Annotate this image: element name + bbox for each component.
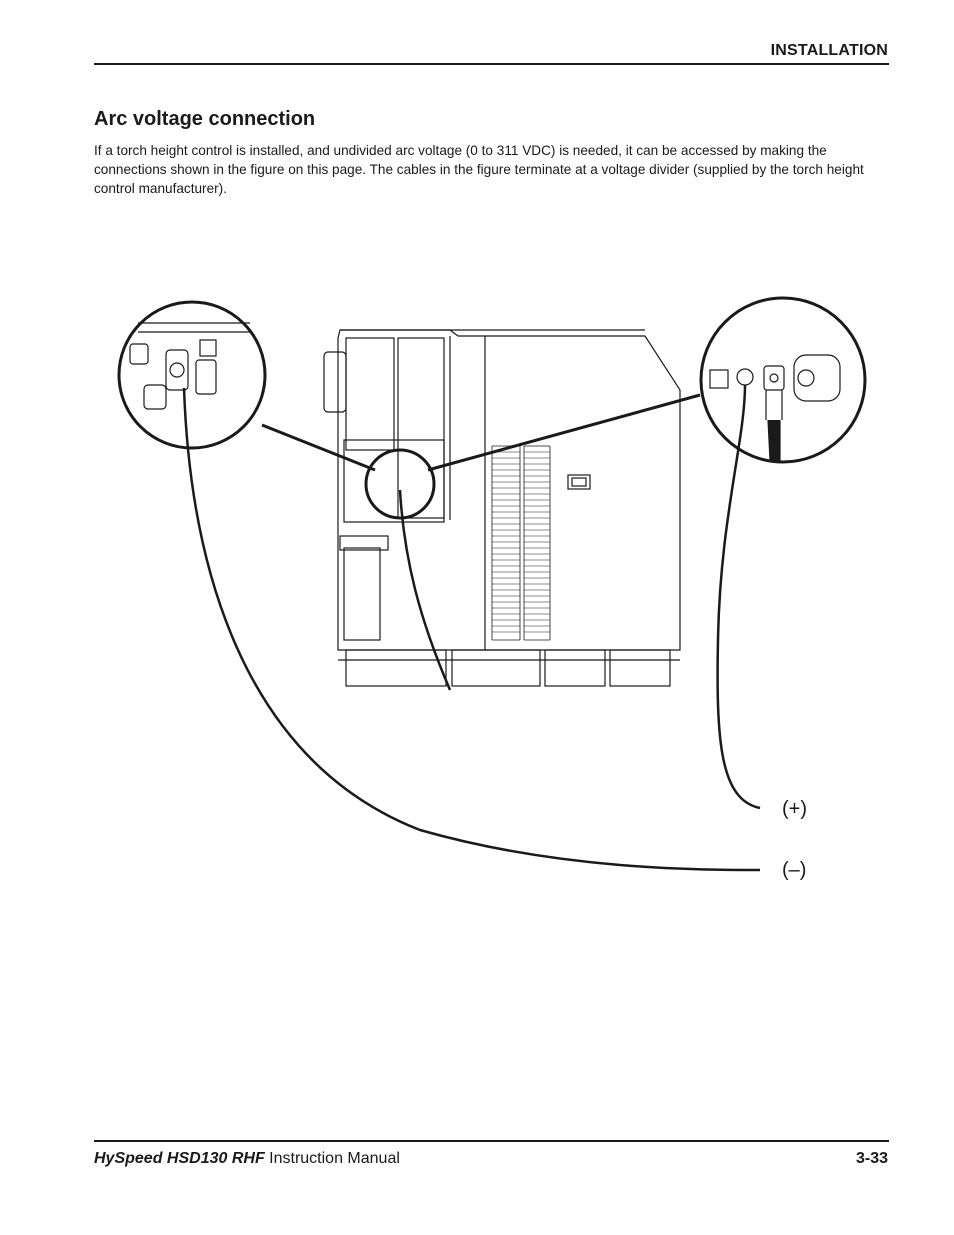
footer-manual-title xyxy=(94,1150,400,1168)
page-header-section: INSTALLATION xyxy=(770,42,888,59)
negative-terminal-detail xyxy=(119,302,375,470)
body-paragraph: If a torch height control is installed, and undivided arc voltage (0 to 311 VDC) is needed, it can be accessed by making the connections shown in the figure on this page. The cables in the figure terminate at a voltage divider (supplied by the torch height control manufacturer). xyxy=(94,143,864,196)
negative-cable xyxy=(184,388,760,870)
footer-manual-label: Instruction Manual xyxy=(264,1150,400,1167)
footer-product-name: HySpeed HSD130 RHF xyxy=(94,1150,265,1167)
section-title: Arc voltage connection xyxy=(94,108,316,130)
positive-terminal-detail xyxy=(428,298,865,470)
page-number: 3-33 xyxy=(855,1150,888,1167)
connection-point-circle xyxy=(366,450,434,518)
negative-label: (–) xyxy=(782,859,807,881)
positive-label: (+) xyxy=(782,798,807,820)
positive-cable xyxy=(718,385,760,808)
footer-rule xyxy=(94,1140,889,1142)
